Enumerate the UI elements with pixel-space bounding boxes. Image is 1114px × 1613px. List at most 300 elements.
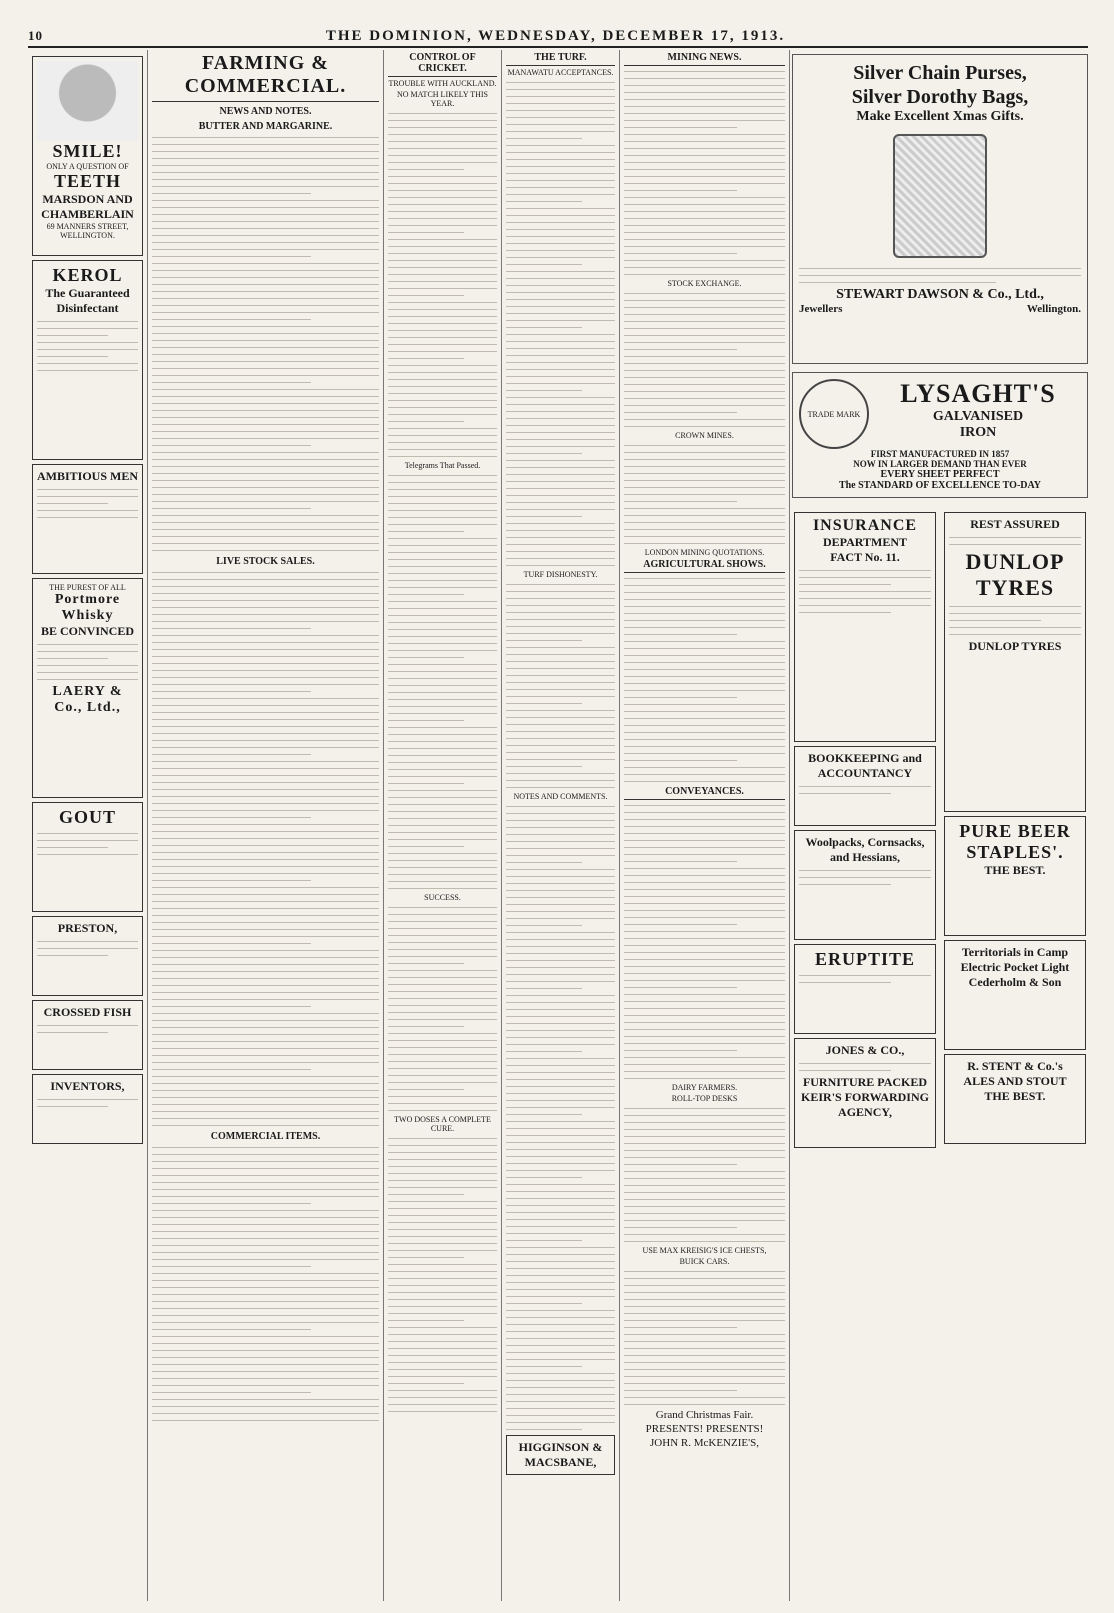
article-heading: CROWN MINES. — [675, 431, 734, 440]
bookkeeping-title: BOOKKEEPING and ACCOUNTANCY — [808, 751, 922, 780]
text-line — [624, 499, 737, 503]
text-line — [506, 1196, 615, 1200]
ad-kerol-title: KEROL — [52, 265, 123, 285]
text-line — [388, 760, 497, 764]
text-line — [506, 465, 615, 469]
text-line — [506, 353, 615, 357]
text-line — [152, 345, 379, 349]
beer-title: PURE BEER — [959, 821, 1071, 841]
text-line — [152, 955, 379, 959]
text-line — [624, 251, 737, 255]
text-line — [388, 872, 497, 876]
text-line — [624, 354, 785, 358]
text-line — [152, 1102, 379, 1106]
text-line — [624, 485, 785, 489]
text-line — [388, 1031, 497, 1035]
text-line — [506, 1280, 615, 1284]
text-line — [624, 1120, 785, 1124]
dunlop-line: REST ASSURED — [970, 517, 1060, 531]
text-line — [624, 1076, 785, 1080]
text-line — [152, 198, 379, 202]
text-line — [388, 1143, 497, 1147]
text-line — [388, 1080, 497, 1084]
text-line — [152, 1046, 379, 1050]
text-line — [388, 480, 497, 484]
text-line — [152, 773, 379, 777]
text-line — [388, 613, 497, 617]
text-line — [152, 1334, 379, 1338]
article-heading: SUCCESS. — [424, 893, 461, 902]
text-line — [152, 296, 379, 300]
text-line — [506, 1210, 615, 1214]
text-line — [506, 825, 615, 829]
text-line — [624, 396, 785, 400]
text-line — [388, 1297, 497, 1301]
text-line — [388, 781, 464, 785]
text-line — [624, 709, 785, 713]
text-line — [506, 115, 615, 119]
text-line — [624, 1353, 785, 1357]
text-line — [624, 695, 737, 699]
text-line — [388, 487, 497, 491]
text-line — [152, 787, 379, 791]
text-line — [624, 1113, 785, 1117]
text-line — [152, 1222, 379, 1226]
column-right-ads-a — [790, 506, 940, 1601]
text-line — [506, 1350, 615, 1354]
text-line — [506, 951, 615, 955]
text-line — [152, 1369, 379, 1373]
text-line — [506, 507, 615, 511]
text-line — [624, 298, 785, 302]
text-line — [388, 508, 497, 512]
text-line — [624, 333, 785, 337]
text-line — [152, 163, 379, 167]
text-line — [388, 167, 464, 171]
text-line — [388, 912, 497, 916]
text-line — [506, 1399, 615, 1403]
text-line — [388, 1108, 497, 1112]
text-line — [388, 1262, 497, 1266]
column-cricket — [384, 50, 502, 1601]
text-line — [152, 990, 379, 994]
purses-line-1: Silver Chain Purses, — [853, 62, 1027, 84]
text-line — [506, 1322, 615, 1326]
text-line — [388, 1171, 497, 1175]
text-line — [624, 1297, 785, 1301]
text-line — [624, 765, 785, 769]
text-line — [388, 237, 497, 241]
text-line — [388, 543, 497, 547]
text-line — [506, 743, 615, 747]
text-line — [152, 1039, 379, 1043]
text-line — [388, 954, 497, 958]
text-line — [152, 142, 379, 146]
text-line — [624, 597, 785, 601]
text-line — [152, 541, 379, 545]
ad-gout — [32, 802, 143, 912]
text-line — [624, 291, 785, 295]
text-line — [624, 1062, 785, 1066]
stent-ales: ALES AND STOUT — [963, 1074, 1067, 1088]
text-line — [624, 810, 785, 814]
article-heading: NOTES AND COMMENTS. — [513, 792, 608, 801]
text-line — [624, 723, 785, 727]
text-line — [506, 248, 615, 252]
text-line — [624, 1269, 785, 1273]
text-line — [388, 1276, 497, 1280]
text-line — [624, 237, 785, 241]
section-heading: CONVEYANCES. — [624, 786, 785, 800]
text-line — [388, 1157, 497, 1161]
text-line — [506, 846, 615, 850]
text-line — [152, 212, 379, 216]
text-line — [388, 676, 497, 680]
text-line — [152, 401, 379, 405]
text-line — [152, 247, 379, 251]
text-line — [152, 717, 379, 721]
insurance-fact: FACT No. 11. — [830, 550, 900, 564]
text-line — [152, 1341, 379, 1345]
text-line — [624, 625, 785, 629]
text-line — [506, 325, 582, 329]
text-line — [624, 541, 785, 545]
text-line — [388, 293, 464, 297]
text-line — [506, 1336, 615, 1340]
text-line — [388, 732, 497, 736]
article-heading: Grand Christmas Fair. — [655, 1409, 754, 1421]
text-line — [506, 1259, 615, 1263]
article-heading: BUICK CARS. — [679, 1257, 730, 1266]
text-line — [624, 1218, 785, 1222]
text-line — [506, 610, 615, 614]
text-line — [506, 514, 582, 518]
text-line — [152, 1025, 379, 1029]
text-line — [506, 624, 615, 628]
text-line — [624, 1225, 737, 1229]
ad-ambitious-title: AMBITIOUS MEN — [37, 469, 139, 483]
text-line — [152, 219, 379, 223]
text-line — [388, 209, 497, 213]
text-line — [388, 968, 497, 972]
text-line — [624, 216, 785, 220]
article-heading: STOCK EXCHANGE. — [667, 279, 742, 288]
text-line — [506, 1098, 615, 1102]
text-line — [506, 1224, 615, 1228]
text-line — [506, 923, 582, 927]
section-heading: CONTROL OF CRICKET. — [388, 52, 497, 77]
text-line — [506, 694, 615, 698]
text-line — [506, 1021, 615, 1025]
text-line — [152, 1229, 379, 1233]
text-line — [152, 1383, 379, 1387]
text-line — [388, 529, 464, 533]
text-line — [388, 1381, 464, 1385]
section-heading: FARMING & COMMERCIAL. — [152, 52, 379, 102]
text-line — [388, 1052, 497, 1056]
text-line — [506, 1364, 582, 1368]
text-line — [624, 1232, 785, 1236]
text-line — [388, 1339, 497, 1343]
lysaght-line: FIRST MANUFACTURED IN 1857 — [870, 449, 1010, 459]
text-line — [506, 965, 615, 969]
text-line — [388, 230, 464, 234]
text-line — [624, 132, 785, 136]
text-line — [624, 702, 785, 706]
text-line — [152, 962, 379, 966]
text-line — [506, 603, 615, 607]
text-line — [624, 1311, 785, 1315]
text-line — [152, 450, 379, 454]
text-line — [624, 527, 785, 531]
text-line — [506, 771, 615, 775]
article-heading: COMMERCIAL ITEMS. — [210, 1131, 321, 1142]
text-line — [506, 1385, 615, 1389]
text-line — [388, 433, 497, 437]
text-line — [388, 802, 497, 806]
text-line — [152, 878, 311, 882]
text-line — [388, 725, 497, 729]
text-line — [152, 1355, 379, 1359]
text-line — [624, 831, 785, 835]
text-line — [506, 262, 582, 266]
text-line — [506, 94, 615, 98]
text-line — [152, 689, 311, 693]
jones-title: JONES & CO., — [825, 1043, 905, 1057]
column-turf — [502, 50, 620, 1601]
text-line — [152, 1074, 379, 1078]
text-line — [506, 381, 615, 385]
text-line — [506, 666, 615, 670]
text-line — [624, 583, 785, 587]
text-line — [624, 887, 785, 891]
text-line — [506, 318, 615, 322]
text-line — [624, 817, 785, 821]
text-line — [388, 816, 497, 820]
text-line — [388, 454, 497, 458]
text-line — [388, 1017, 497, 1021]
dunlop-title: DUNLOP — [965, 549, 1065, 574]
text-line — [388, 627, 497, 631]
text-line — [624, 1346, 785, 1350]
text-line — [152, 941, 311, 945]
text-line — [624, 513, 785, 517]
text-line — [388, 125, 497, 129]
text-line — [388, 578, 497, 582]
text-line — [506, 1175, 582, 1179]
ad-stent — [944, 1054, 1086, 1144]
text-line — [388, 940, 497, 944]
text-line — [388, 795, 497, 799]
text-line — [624, 576, 785, 580]
text-line — [624, 1388, 737, 1392]
text-line — [506, 234, 615, 238]
text-line — [506, 582, 615, 586]
text-line — [506, 1308, 615, 1312]
text-line — [388, 1178, 497, 1182]
insurance-dept: DEPARTMENT — [822, 535, 908, 549]
text-line — [388, 216, 497, 220]
beer-staples: STAPLES'. — [966, 842, 1064, 862]
text-line — [388, 1241, 497, 1245]
text-line — [506, 1266, 615, 1270]
text-line — [506, 1168, 615, 1172]
text-line — [152, 1152, 379, 1156]
text-line — [388, 1346, 497, 1350]
text-line — [624, 326, 785, 330]
text-line — [624, 83, 785, 87]
text-line — [152, 822, 379, 826]
ad-preston-title: PRESTON, — [57, 921, 118, 935]
purses-line-3: Make Excellent Xmas Gifts. — [856, 109, 1024, 124]
text-line — [388, 419, 464, 423]
text-line — [152, 633, 379, 637]
text-line — [624, 772, 785, 776]
text-line — [506, 332, 615, 336]
text-line — [624, 929, 785, 933]
text-line — [152, 647, 379, 651]
text-line — [624, 880, 785, 884]
text-line — [388, 258, 497, 262]
text-line — [506, 1378, 615, 1382]
text-line — [152, 534, 379, 538]
text-line — [152, 1278, 379, 1282]
text-line — [506, 549, 615, 553]
text-line — [506, 1406, 615, 1410]
text-line — [624, 971, 785, 975]
ad-woolpacks — [794, 830, 936, 940]
text-line — [152, 1173, 379, 1177]
ad-smile-address: 69 MANNERS STREET, — [46, 222, 129, 231]
text-line — [624, 901, 785, 905]
text-line — [624, 604, 785, 608]
text-line — [506, 902, 615, 906]
text-line — [624, 674, 785, 678]
text-line — [152, 1362, 379, 1366]
text-line — [388, 1199, 497, 1203]
text-line — [152, 527, 379, 531]
text-line — [388, 244, 497, 248]
text-line — [624, 1190, 785, 1194]
text-line — [388, 739, 497, 743]
text-line — [152, 1095, 379, 1099]
text-line — [506, 645, 615, 649]
text-line — [152, 1208, 379, 1212]
cederholm-title: Cederholm & Son — [968, 975, 1062, 989]
text-line — [388, 982, 497, 986]
text-line — [152, 268, 379, 272]
text-line — [624, 1239, 785, 1243]
text-line — [506, 164, 615, 168]
text-line — [152, 1250, 379, 1254]
text-line — [506, 276, 615, 280]
text-line — [152, 619, 379, 623]
text-line — [624, 1034, 785, 1038]
text-line — [152, 1411, 379, 1415]
article-heading: BUTTER AND MARGARINE. — [198, 121, 333, 132]
text-line — [152, 829, 379, 833]
text-line — [624, 506, 785, 510]
text-line — [152, 1053, 379, 1057]
text-line — [152, 864, 379, 868]
text-line — [388, 837, 497, 841]
text-line — [506, 958, 615, 962]
text-line — [506, 486, 615, 490]
text-line — [388, 1374, 497, 1378]
article-heading: TWO DOSES A COMPLETE CURE. — [394, 1115, 491, 1133]
text-line — [152, 338, 379, 342]
article-heading: PRESENTS! PRESENTS! — [645, 1423, 764, 1435]
smile-illustration — [37, 61, 138, 141]
beer-best: THE BEST. — [984, 863, 1046, 877]
text-line — [388, 223, 497, 227]
text-line — [624, 244, 785, 248]
text-line — [152, 759, 379, 763]
text-line — [152, 226, 379, 230]
text-line — [624, 1069, 785, 1073]
text-line — [506, 101, 615, 105]
text-line — [152, 654, 379, 658]
text-line — [506, 535, 615, 539]
text-line — [506, 986, 582, 990]
text-line — [152, 275, 379, 279]
text-line — [624, 174, 785, 178]
text-line — [506, 818, 615, 822]
text-line — [152, 1011, 379, 1015]
text-line — [506, 708, 615, 712]
text-line — [506, 1245, 615, 1249]
text-line — [624, 417, 785, 421]
text-line — [388, 1101, 497, 1105]
text-line — [506, 832, 615, 836]
text-line — [152, 1018, 379, 1022]
text-line — [152, 1180, 379, 1184]
text-line — [624, 258, 785, 262]
text-line — [388, 405, 497, 409]
text-line — [388, 1192, 464, 1196]
text-line — [388, 1045, 497, 1049]
text-line — [152, 324, 379, 328]
text-line — [624, 1162, 737, 1166]
text-line — [152, 1257, 379, 1261]
text-line — [624, 181, 785, 185]
text-line — [152, 745, 379, 749]
text-line — [152, 1145, 379, 1149]
text-line — [624, 1176, 785, 1180]
text-line — [152, 1390, 311, 1394]
text-line — [624, 520, 785, 524]
text-line — [624, 1395, 785, 1399]
article-heading: Telegrams That Passed. — [404, 461, 481, 470]
text-line — [388, 426, 497, 430]
text-line — [152, 366, 379, 370]
text-line — [388, 522, 497, 526]
text-line — [624, 534, 785, 538]
text-line — [506, 423, 615, 427]
text-line — [624, 382, 785, 386]
text-line — [506, 528, 615, 532]
text-line — [506, 778, 615, 782]
text-line — [388, 844, 464, 848]
text-line — [388, 1402, 497, 1406]
text-line — [506, 1091, 615, 1095]
text-line — [624, 1183, 785, 1187]
text-line — [152, 927, 379, 931]
text-line — [152, 598, 379, 602]
text-line — [152, 1236, 379, 1240]
ad-beer — [944, 816, 1086, 936]
text-line — [506, 143, 615, 147]
